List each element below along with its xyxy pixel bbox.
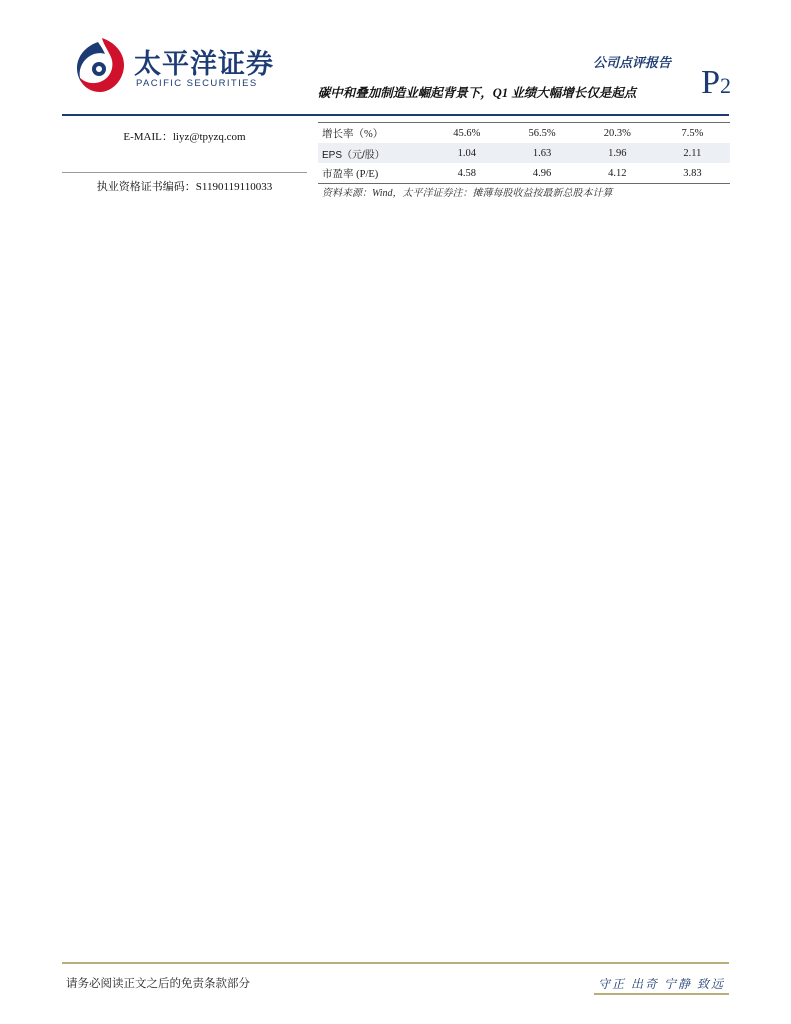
table-body	[318, 123, 730, 184]
cell-value: 7.5%	[655, 123, 730, 144]
info-divider	[62, 172, 307, 173]
cell-value: 4.58	[429, 163, 504, 184]
table-row	[318, 143, 730, 163]
row-label: EPS（元/股）	[318, 143, 429, 163]
page-marker-number: 2	[720, 73, 731, 98]
cell-value: 4.12	[580, 163, 655, 184]
page-header	[62, 34, 729, 114]
table-row	[318, 123, 730, 144]
financial-forecast-table	[318, 122, 730, 184]
cell-value: 45.6%	[429, 123, 504, 144]
analyst-info-block	[62, 126, 307, 148]
company-logo	[62, 34, 282, 102]
logo-text-english: PACIFIC SECURITIES	[136, 78, 258, 89]
footer-disclaimer: 请务必阅读正文之后的免责条款部分	[66, 978, 250, 990]
cell-value: 1.63	[504, 143, 579, 163]
cell-value: 56.5%	[504, 123, 579, 144]
cell-value: 4.96	[504, 163, 579, 184]
cell-value: 3.83	[655, 163, 730, 184]
logo-text-chinese: 太平洋证券	[134, 49, 274, 79]
page-title: 碳中和叠加制造业崛起背景下，Q1 业绩大幅增长仅是起点	[317, 86, 637, 100]
page-marker-letter: P	[701, 64, 720, 101]
row-label: 市盈率 (P/E)	[318, 163, 429, 184]
cell-value: 20.3%	[580, 123, 655, 144]
analyst-license: 执业资格证书编码：S1190119110033	[96, 181, 273, 193]
analyst-email: E-MAIL：liyz@tpyzq.com	[123, 131, 246, 143]
report-type-label: 公司点评报告	[592, 55, 671, 70]
table-source-note: 资料来源：Wind，太平洋证券注：摊薄每股收益按最新总股本计算	[322, 188, 613, 199]
page-number-marker	[701, 64, 731, 102]
footer-divider	[62, 962, 729, 964]
footer-slogan: 守正 出奇 宁静 致远	[594, 974, 729, 995]
cell-value: 2.11	[655, 143, 730, 163]
analyst-license-block	[62, 176, 307, 198]
table-row	[318, 163, 730, 184]
pacific-securities-logo-icon	[74, 36, 128, 94]
row-label: 增长率（%）	[318, 123, 429, 144]
header-divider	[62, 114, 729, 116]
cell-value: 1.96	[580, 143, 655, 163]
cell-value: 1.04	[429, 143, 504, 163]
